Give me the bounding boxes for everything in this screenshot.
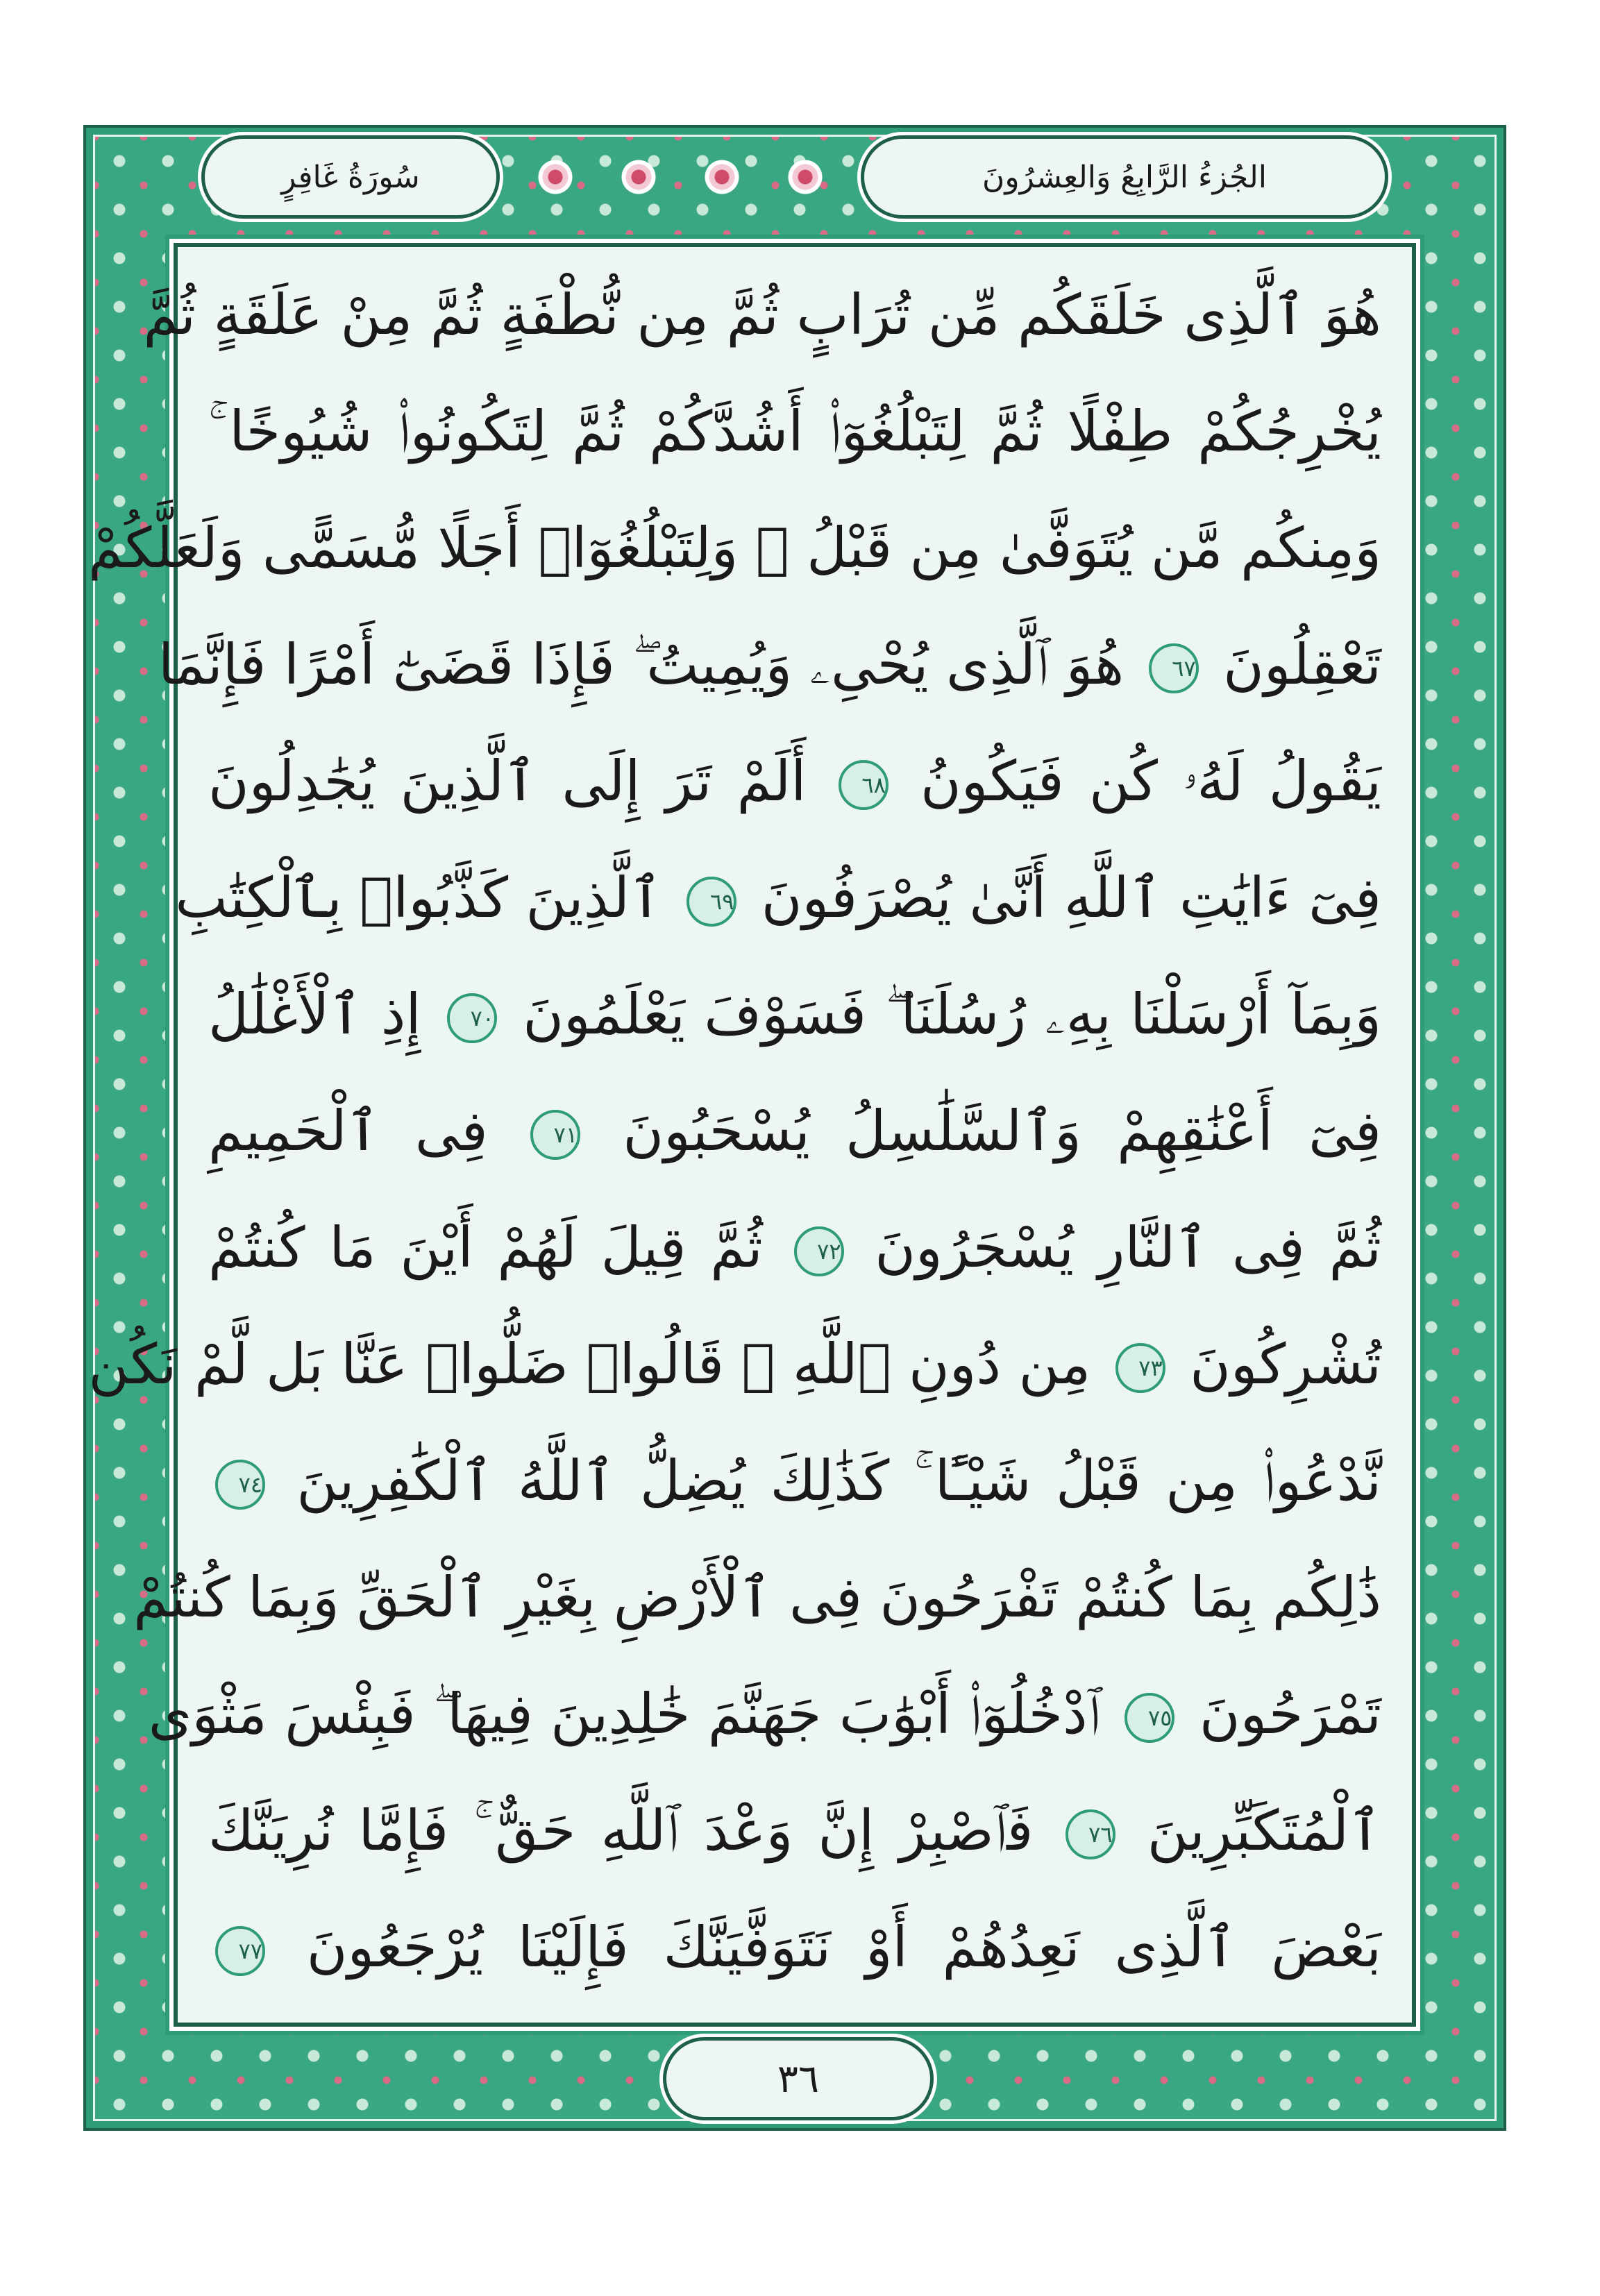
verse-text: وَبِمَآ أَرْسَلْنَا بِهِۦ رُسُلَنَا ۖ فَسَوْفَ يَعْلَمُونَ bbox=[523, 982, 1382, 1047]
verse-text: فِىٓ ءَايَٰتِ ٱللَّهِ أَنَّىٰ يُصْرَفُونَ bbox=[761, 866, 1381, 930]
ayah-end-marker-icon: ٧٥ bbox=[1125, 1693, 1174, 1743]
verse-text: بَعْضَ ٱلَّذِى نَعِدُهُمْ أَوْ نَتَوَفَّيَنَّكَ فَإِلَيْنَا يُرْجَعُونَ bbox=[306, 1915, 1381, 1980]
verse-line bbox=[143, 257, 1381, 373]
verse-text: ذَٰلِكُم بِمَا كُنتُمْ تَفْرَحُونَ فِى ٱلْأَرْضِ بِغَيْرِ ٱلْحَقِّ وَبِمَا كُنتُمْ bbox=[133, 1565, 1381, 1630]
juz-label: الجُزءُ الرَّابِعُ وَالعِشرُونَ bbox=[982, 159, 1267, 195]
verse-text: وَمِنكُم مَّن يُتَوَفَّىٰ مِن قَبْلُ ۖ وَلِتَبْلُغُوٓا۟ أَجَلًا مُّسَمًّى وَلَعَلَّكُمْ bbox=[87, 516, 1381, 580]
verse-text: هُوَ ٱلَّذِى خَلَقَكُم مِّن تُرَابٍ ثُمَّ مِن نُّطْفَةٍ ثُمَّ مِنْ عَلَقَةٍ ثُمَّ bbox=[143, 282, 1381, 347]
verse-line bbox=[208, 1889, 1381, 2006]
verse-line bbox=[87, 490, 1381, 607]
surah-label: سُورَةُ غَافِرٍ bbox=[281, 159, 420, 195]
verse-text: تَمْرَحُونَ bbox=[1199, 1682, 1381, 1746]
verse-line bbox=[208, 1423, 1381, 1539]
flower-ornament-icon bbox=[784, 156, 826, 198]
verse-text: ٱدْخُلُوٓا۟ أَبْوَٰبَ جَهَنَّمَ خَٰلِدِينَ فِيهَا ۖ فَبِئْسَ مَثْوَى bbox=[148, 1682, 1100, 1746]
ayah-end-marker-icon: ٦٨ bbox=[839, 760, 889, 810]
verse-text: فِىٓ أَعْنَٰقِهِمْ وَٱلسَّلَٰسِلُ يُسْحَبُونَ bbox=[623, 1099, 1382, 1163]
surah-header bbox=[201, 135, 500, 219]
ayah-end-marker-icon: ٧٤ bbox=[215, 1460, 265, 1510]
verse-text: يَقُولُ لَهُۥ كُن فَيَكُونُ bbox=[920, 749, 1381, 813]
verse-text: ٱلْمُتَكَبِّرِينَ bbox=[1147, 1798, 1382, 1863]
verse-text: ثُمَّ قِيلَ لَهُمْ أَيْنَ مَا كُنتُمْ bbox=[208, 1215, 763, 1280]
verse-line bbox=[208, 373, 1381, 490]
verse-line bbox=[208, 956, 1381, 1073]
verse-line bbox=[158, 607, 1381, 723]
verse-text: ٱلَّذِينَ كَذَّبُوا۟ بِٱلْكِتَٰبِ bbox=[175, 866, 662, 930]
verse-line bbox=[148, 1656, 1381, 1773]
header-ornaments bbox=[514, 149, 847, 205]
verse-lines bbox=[87, 257, 1382, 2006]
verse-text: فِى ٱلْحَمِيمِ bbox=[208, 1099, 488, 1163]
flower-ornament-icon bbox=[618, 156, 659, 198]
verse-line bbox=[208, 1773, 1381, 1889]
flower-ornament-icon bbox=[534, 156, 576, 198]
verse-text: تُشْرِكُونَ bbox=[1190, 1332, 1381, 1396]
page-number-badge bbox=[663, 2037, 934, 2120]
verse-line bbox=[208, 1073, 1381, 1190]
ayah-end-marker-icon: ٦٩ bbox=[687, 877, 736, 927]
verse-text: يُخْرِجُكُمْ طِفْلًا ثُمَّ لِتَبْلُغُوٓا۟ أَشُدَّكُمْ ثُمَّ لِتَكُونُوا۟ شُيُوخًا ۚ bbox=[208, 399, 1381, 464]
ayah-end-marker-icon: ٧٣ bbox=[1115, 1343, 1165, 1393]
verse-text: نَّدْعُوا۟ مِن قَبْلُ شَيْـًٔا ۚ كَذَٰلِكَ يُضِلُّ ٱللَّهُ ٱلْكَٰفِرِينَ bbox=[296, 1449, 1382, 1513]
ayah-end-marker-icon: ٧١ bbox=[530, 1110, 580, 1160]
verse-line bbox=[133, 1539, 1381, 1656]
juz-header bbox=[861, 135, 1388, 219]
ayah-end-marker-icon: ٧٢ bbox=[794, 1226, 844, 1276]
ayah-end-marker-icon: ٧٧ bbox=[215, 1926, 265, 1976]
verse-text: هُوَ ٱلَّذِى يُحْىِۦ وَيُمِيتُ ۖ فَإِذَا قَضَىٰٓ أَمْرًا فَإِنَّمَا bbox=[158, 632, 1125, 697]
verse-text: مِن دُونِ ٱللَّهِ ۖ قَالُوا۟ ضَلُّوا۟ عَنَّا بَل لَّمْ نَكُن bbox=[88, 1332, 1091, 1396]
verse-line bbox=[88, 1306, 1381, 1423]
ayah-end-marker-icon: ٧٠ bbox=[447, 993, 497, 1043]
verse-line bbox=[175, 840, 1381, 956]
verse-line bbox=[208, 723, 1381, 840]
verse-text: تَعْقِلُونَ bbox=[1223, 632, 1381, 697]
verse-text: ثُمَّ فِى ٱلنَّارِ يُسْجَرُونَ bbox=[875, 1215, 1381, 1280]
ayah-end-marker-icon: ٦٧ bbox=[1149, 643, 1199, 693]
flower-ornament-icon bbox=[701, 156, 743, 198]
verse-text: إِذِ ٱلْأَغْلَٰلُ bbox=[208, 982, 421, 1047]
page-number: ٣٦ bbox=[777, 2056, 820, 2102]
ayah-end-marker-icon: ٧٦ bbox=[1066, 1809, 1115, 1859]
verse-line bbox=[208, 1190, 1381, 1306]
verse-text: أَلَمْ تَرَ إِلَى ٱلَّذِينَ يُجَٰدِلُونَ bbox=[208, 749, 807, 813]
verse-text: فَٱصْبِرْ إِنَّ وَعْدَ ٱللَّهِ حَقٌّ ۚ فَإِمَّا نُرِيَنَّكَ bbox=[208, 1798, 1034, 1863]
